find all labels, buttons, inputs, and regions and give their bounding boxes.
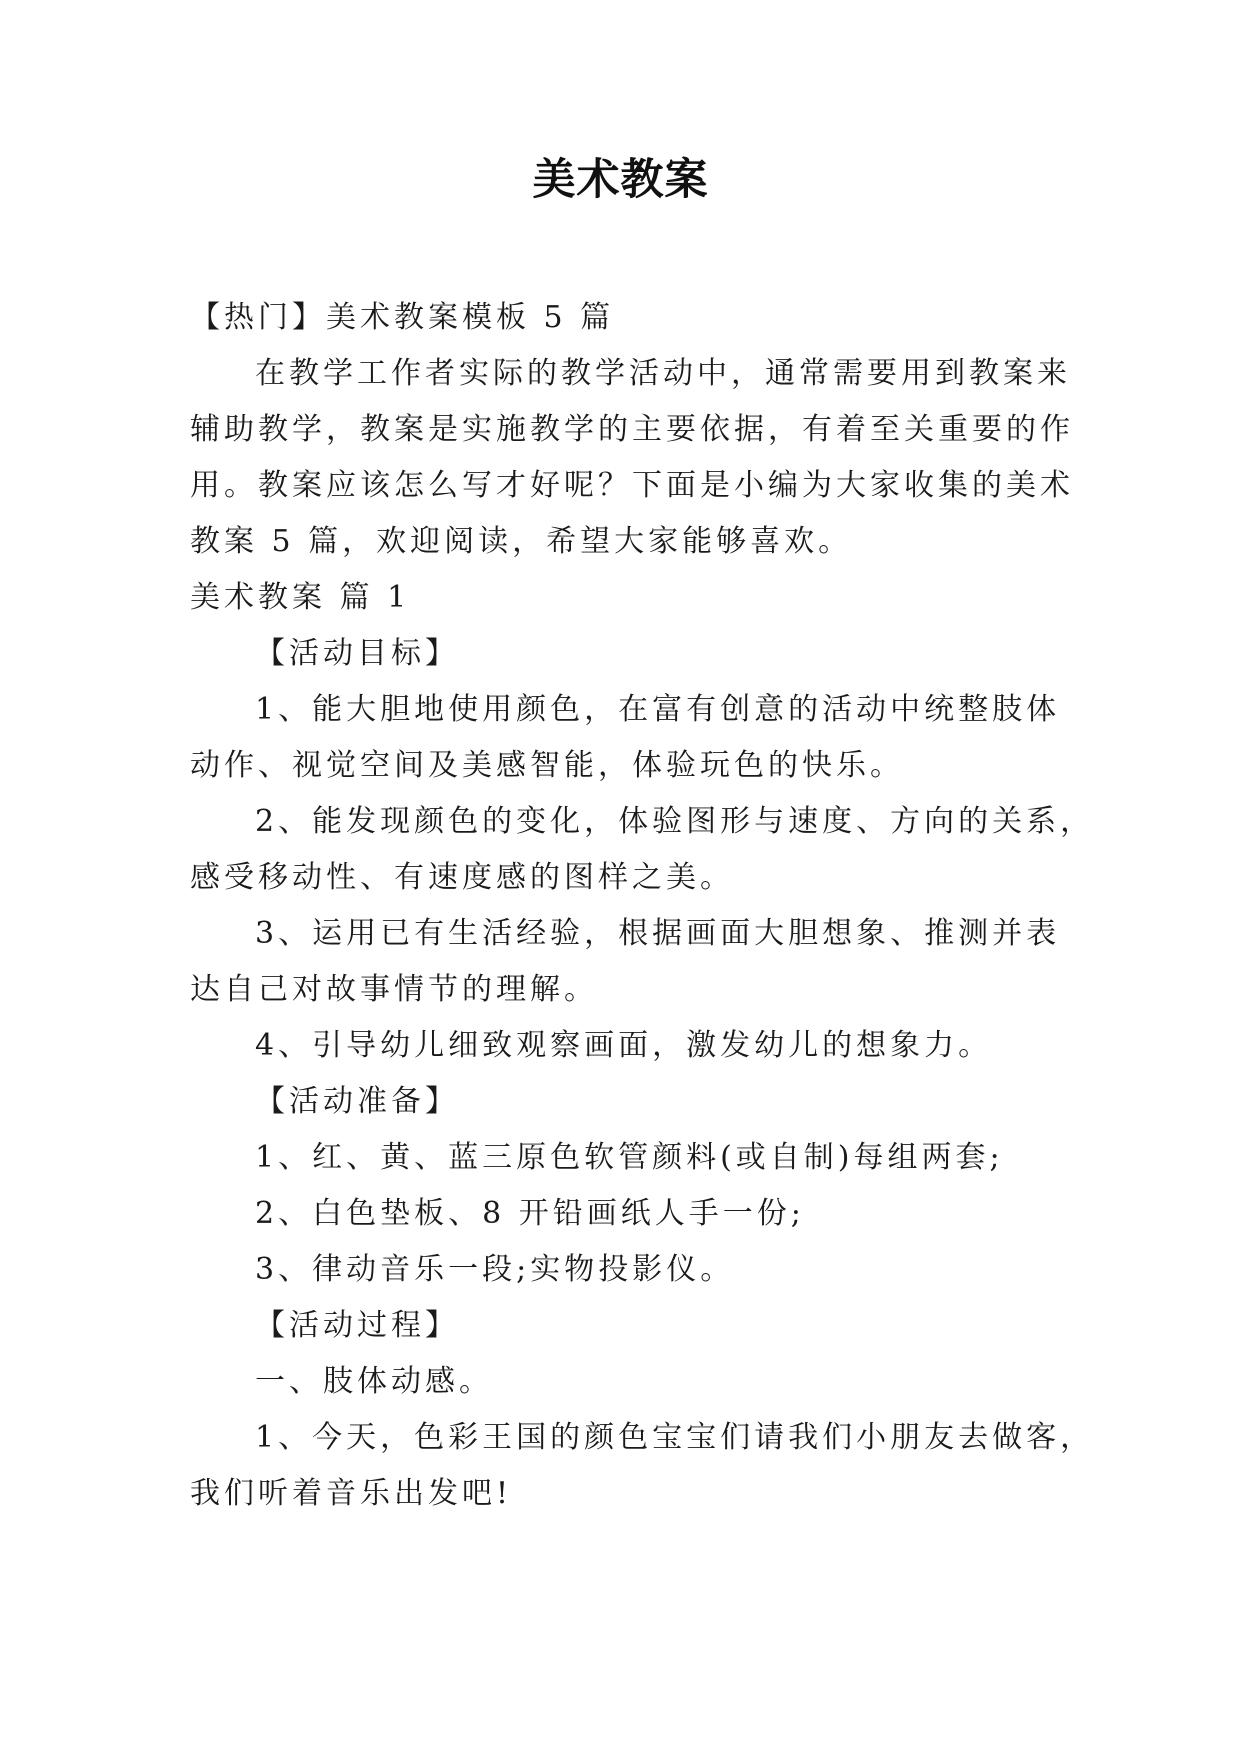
intro-heading: 【热门】美术教案模板 5 篇 (190, 300, 615, 335)
list-item: 2、白色垫板、8 开铅画纸人手一份; (255, 1196, 805, 1231)
list-item-continuation: 感受移动性、有速度感的图样之美。 (190, 860, 734, 895)
subsection-heading-preparation: 【活动准备】 (255, 1084, 459, 1119)
paragraph-line: 辅助教学，教案是实施教学的主要依据，有着至关重要的作 (190, 412, 1074, 447)
list-item-continuation: 达自己对故事情节的理解。 (190, 972, 598, 1007)
paragraph-line: 用。教案应该怎么写才好呢？下面是小编为大家收集的美术 (190, 468, 1074, 503)
list-item: 1、红、黄、蓝三原色软管颜料(或自制)每组两套; (255, 1140, 1004, 1175)
paragraph-line: 在教学工作者实际的教学活动中，通常需要用到教案来 (255, 356, 1071, 391)
subsection-heading-process: 【活动过程】 (255, 1308, 459, 1343)
list-item: 4、引导幼儿细致观察画面，激发幼儿的想象力。 (255, 1028, 993, 1063)
section-heading: 美术教案 篇 1 (190, 580, 411, 615)
list-item: 3、运用已有生活经验，根据画面大胆想象、推测并表 (255, 916, 1061, 951)
document-title: 美术教案 (532, 155, 709, 205)
list-item-continuation: 我们听着音乐出发吧! (190, 1476, 513, 1511)
document-body (190, 290, 1095, 1522)
list-item: 2、能发现颜色的变化，体验图形与速度、方向的关系， (255, 804, 1095, 839)
paragraph-line: 教案 5 篇，欢迎阅读，希望大家能够喜欢。 (190, 524, 853, 559)
list-item: 3、律动音乐一段;实物投影仪。 (255, 1252, 735, 1287)
list-item: 1、能大胆地使用颜色，在富有创意的活动中统整肢体 (255, 692, 1061, 727)
list-item: 1、今天，色彩王国的颜色宝宝们请我们小朋友去做客， (255, 1420, 1095, 1455)
step-heading: 一、肢体动感。 (255, 1364, 493, 1399)
list-item-continuation: 动作、视觉空间及美感智能，体验玩色的快乐。 (190, 748, 904, 783)
subsection-heading-goals: 【活动目标】 (255, 636, 459, 671)
